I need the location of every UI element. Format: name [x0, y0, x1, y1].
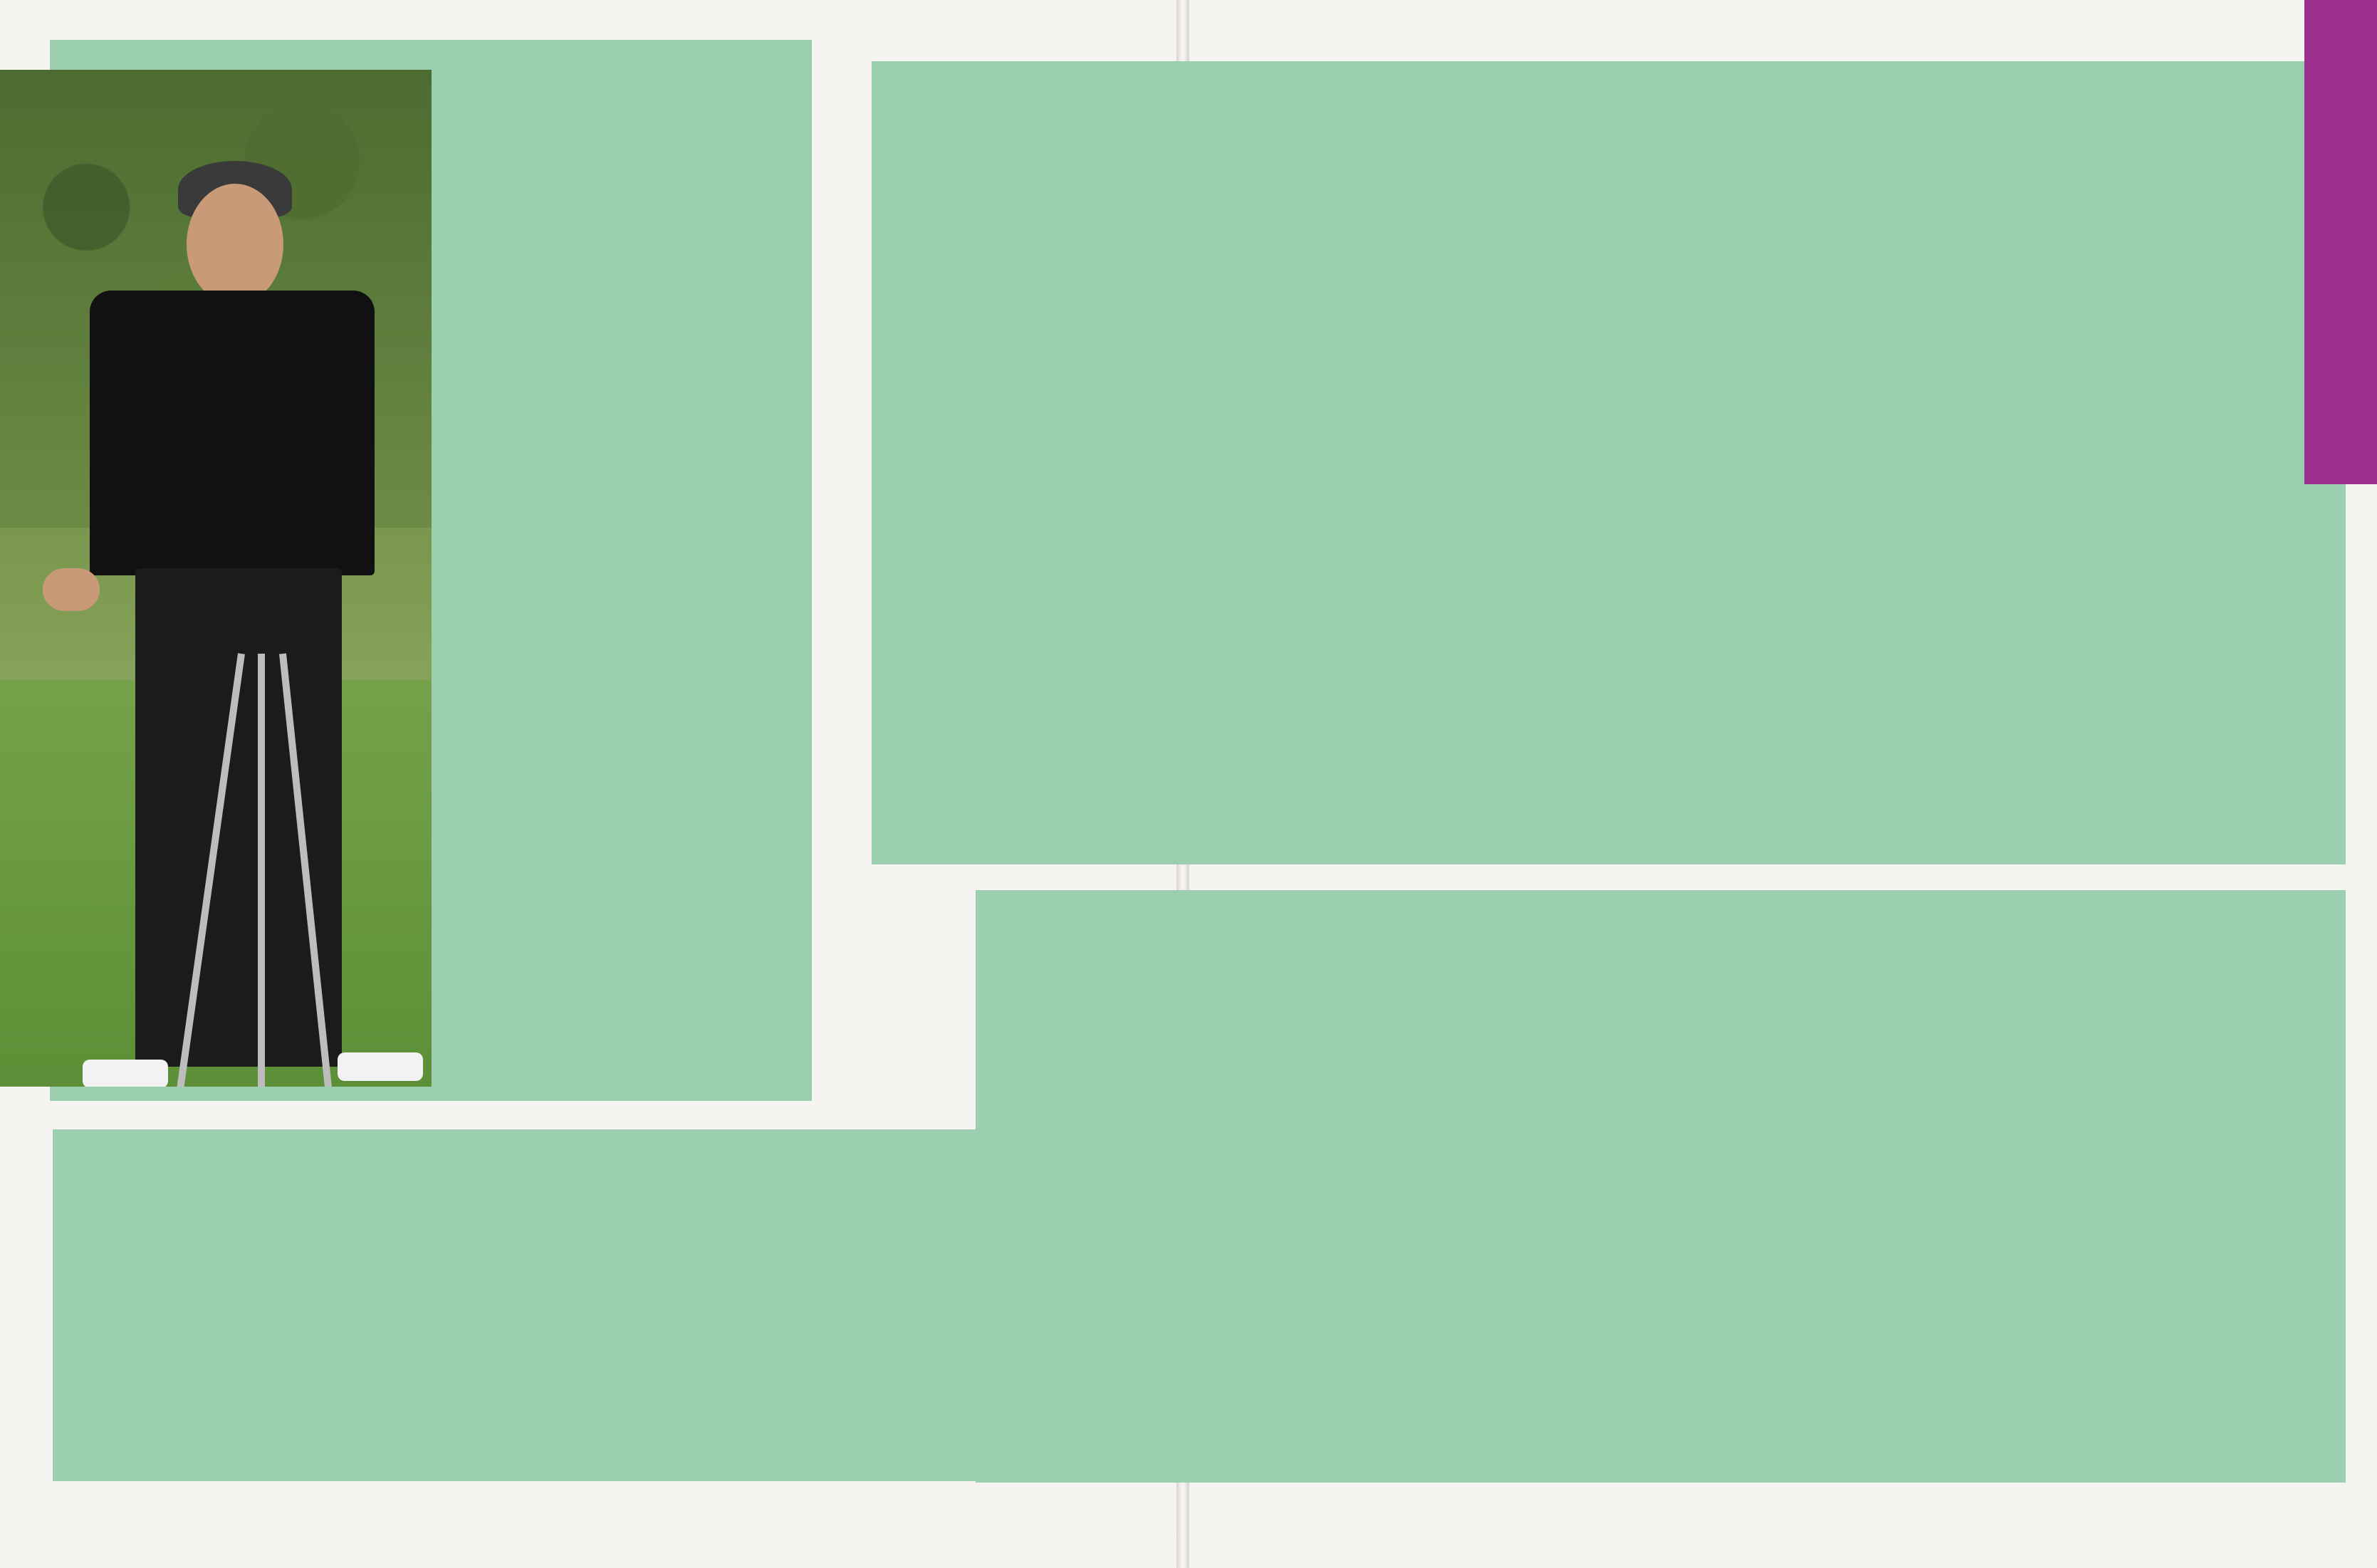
photo-strip-bottom-panel	[976, 890, 2346, 1483]
golfer-figure	[0, 70, 432, 1087]
section6-heading	[896, 563, 900, 602]
section6-panel	[872, 61, 2346, 864]
instruction-tab	[2304, 0, 2377, 484]
section5-heading	[450, 63, 454, 105]
wedges-photo	[0, 70, 432, 1087]
section7-heading	[71, 1139, 75, 1182]
